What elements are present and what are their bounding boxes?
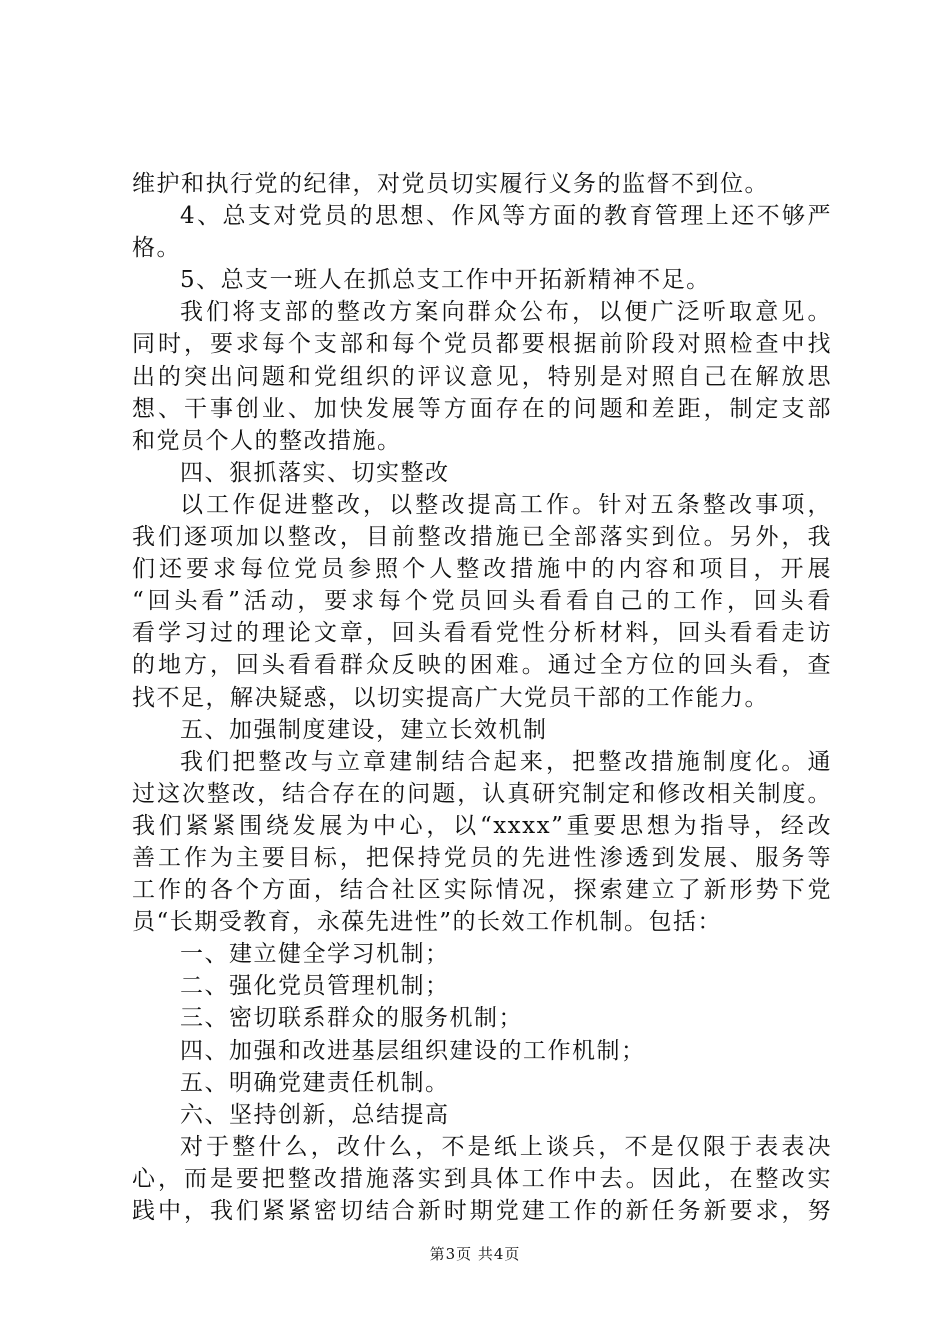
text-line: 出的突出问题和党组织的评议意见，特别是对照自己在解放思 [132,363,832,390]
text-line: 维护和执行党的纪律，对党员切实履行义务的监督不到位。 [132,171,769,197]
text-line: 5、总支一班人在抓总支工作中开拓新精神不足。 [180,267,711,294]
text-line: 五、加强制度建设，建立长效机制 [180,716,548,743]
text-line: 二、强化党员管理机制； [180,973,450,1000]
text-line: 们还要求每位党员参照个人整改措施中的内容和项目，开展 [132,556,832,583]
text-line: 四、加强和改进基层组织建设的工作机制； [180,1037,646,1064]
body-text [132,168,832,1227]
text-line: 一、建立健全学习机制； [180,941,450,968]
text-line: 工作的各个方面，结合社区实际情况，探索建立了新形势下党 [132,877,832,904]
text-line: 找不足，解决疑惑，以切实提高广大党员干部的工作能力。 [132,684,769,711]
text-line: 员“长期受教育，永葆先进性”的长效工作机制。包括： [132,909,723,936]
text-line: 六、坚持创新，总结提高 [180,1101,450,1128]
text-line: 我们紧紧围绕发展为中心，以“xxxx”重要思想为指导，经改 [132,812,832,839]
text-line: “回头看”活动，要求每个党员回头看看自己的工作，回头看 [132,588,832,615]
text-line: 格。 [132,235,181,262]
text-line: 我们将支部的整改方案向群众公布，以便广泛听取意见。 [180,299,832,326]
text-line: 同时，要求每个支部和每个党员都要根据前阶段对照检查中找 [132,331,832,358]
text-line: 我们把整改与立章建制结合起来，把整改措施制度化。通 [180,748,832,775]
text-line: 五、明确党建责任机制。 [180,1069,450,1096]
text-line: 以工作促进整改，以整改提高工作。针对五条整改事项， [180,491,832,518]
text-line: 三、密切联系群众的服务机制； [180,1005,523,1032]
text-line: 想、干事创业、加快发展等方面存在的问题和差距，制定支部 [132,395,832,422]
text-line: 对于整什么，改什么，不是纸上谈兵，不是仅限于表表决 [180,1133,832,1160]
text-line: 的地方，回头看看群众反映的困难。通过全方位的回头看，查 [132,652,832,679]
text-line: 4、总支对党员的思想、作风等方面的教育管理上还不够严 [180,203,832,230]
text-line: 心，而是要把整改措施落实到具体工作中去。因此，在整改实 [132,1165,832,1192]
text-line: 过这次整改，结合存在的问题，认真研究制定和修改相关制度。 [132,780,832,807]
text-line: 善工作为主要目标，把保持党员的先进性渗透到发展、服务等 [132,844,832,871]
page-footer: 第3页 共4页 [429,1245,521,1263]
text-line: 四、狠抓落实、切实整改 [180,459,450,486]
text-line: 看学习过的理论文章，回头看看党性分析材料，回头看看走访 [132,620,832,647]
text-line: 践中，我们紧紧密切结合新时期党建工作的新任务新要求，努 [132,1198,832,1224]
text-line: 和党员个人的整改措施。 [132,427,402,454]
text-line: 我们逐项加以整改，目前整改措施已全部落实到位。另外，我 [132,524,832,551]
